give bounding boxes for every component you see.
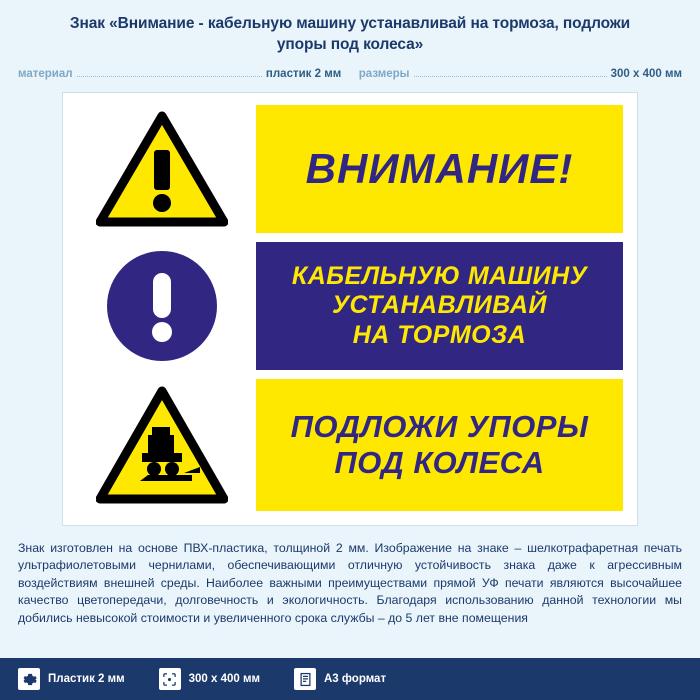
- footer-item-size: [159, 668, 260, 690]
- sign-preview: [62, 92, 638, 526]
- banner-attention: [256, 105, 623, 233]
- footer-item-label: Пластик 2 мм: [48, 673, 125, 685]
- spec-dots: [414, 76, 607, 77]
- sign-row-attention: [77, 105, 623, 233]
- banner-line: ВНИМАНИЕ!: [305, 144, 574, 192]
- footer-item-label: 300 x 400 мм: [188, 673, 260, 685]
- banner-brakes: [256, 242, 623, 370]
- banner-line: УСТАНАВЛИВАЙ: [332, 291, 547, 320]
- spec-size-value: 300 x 400 мм: [610, 67, 682, 80]
- banner-line: ПОД КОЛЕСА: [334, 444, 545, 480]
- spec-size-label: размеры: [358, 67, 410, 80]
- page-title: Знак «Внимание - кабельную машину устанавливай на тормоза, подложи упоры под колеса»: [69, 15, 631, 53]
- spec-material: [18, 68, 341, 80]
- spec-dots: [77, 76, 262, 77]
- footer-item-material: [18, 668, 125, 690]
- banner-line: КАБЕЛЬНУЮ МАШИНУ: [291, 261, 588, 290]
- spec-size: [359, 68, 682, 80]
- footer-bar: [0, 658, 700, 700]
- sign-row-chocks: [77, 379, 623, 511]
- footer-item-format: [294, 668, 386, 690]
- gear-icon: [18, 668, 40, 690]
- banner-chocks: [256, 379, 623, 511]
- banner-line: ПОДЛОЖИ УПОРЫ: [290, 409, 589, 445]
- product-description: Знак изготовлен на основе ПВХ-пластика, толщиной 2 мм. Изображение на знаке – шелкотрафаретная печать ультрафиолетовыми чернилами, обеспечивающими отличную устойчивость знака даже к агрессивным воздействиям внешней среды. Наиболее важными преимуществами прямой УФ печати являются высочайшее качество цветопередачи, долговечность и экологичность. Благодаря использованию данной технологии мы добились невысокой стоимости и увеличенного срока службы – до 5 лет вне помещения: [18, 540, 682, 625]
- banner-line: НА ТОРМОЗА: [352, 320, 527, 349]
- mandatory-circle-exclamation-icon: [77, 242, 247, 370]
- spec-material-label: материал: [18, 67, 73, 80]
- document-icon: [294, 668, 316, 690]
- resize-arrows-icon: [159, 668, 181, 690]
- sign-board: [77, 105, 623, 511]
- warning-triangle-wheel-chock-icon: [77, 379, 247, 511]
- spec-material-value: пластик 2 мм: [265, 67, 342, 80]
- footer-item-label: A3 формат: [324, 673, 387, 685]
- spec-bar: [0, 66, 700, 80]
- warning-triangle-exclamation-icon: [77, 105, 247, 233]
- sign-row-brakes: [77, 242, 623, 370]
